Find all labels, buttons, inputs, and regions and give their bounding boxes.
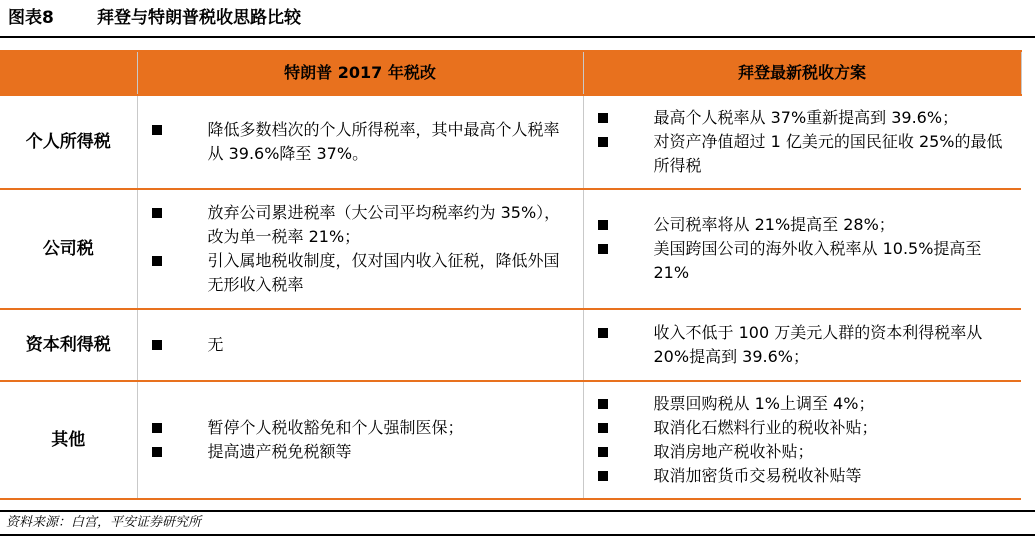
list-item: 引入属地税收制度，仅对国内收入征税，降低外国无形收入税率 <box>152 249 567 297</box>
list-item: 最高个人税率从 37%重新提高到 39.6%； <box>598 106 1006 130</box>
biden-cell <box>583 95 1021 189</box>
table-row <box>0 381 1021 499</box>
square-bullet-icon <box>598 447 608 457</box>
biden-cell <box>583 309 1021 381</box>
trump-cell <box>137 95 583 189</box>
tax-comparison-table <box>0 50 1022 500</box>
header-corner <box>0 51 137 95</box>
header-biden: 拜登最新税收方案 <box>583 51 1021 95</box>
trump-cell <box>137 381 583 499</box>
square-bullet-icon <box>152 447 162 457</box>
list-item: 无 <box>152 333 567 357</box>
square-bullet-icon <box>598 328 608 338</box>
square-bullet-icon <box>598 399 608 409</box>
table-row <box>0 95 1021 189</box>
square-bullet-icon <box>598 220 608 230</box>
list-item: 对资产净值超过 1 亿美元的国民征收 25%的最低所得税 <box>598 130 1006 178</box>
table-row <box>0 309 1021 381</box>
row-label: 资本利得税 <box>0 309 137 381</box>
row-label: 个人所得税 <box>0 95 137 189</box>
row-label: 公司税 <box>0 189 137 309</box>
biden-cell <box>583 189 1021 309</box>
list-item: 降低多数档次的个人所得税率，其中最高个人税率从 39.6%降至 37%。 <box>152 118 567 166</box>
list-item: 取消化石燃料行业的税收补贴； <box>598 416 1006 440</box>
square-bullet-icon <box>598 244 608 254</box>
square-bullet-icon <box>152 256 162 266</box>
list-item: 提高遗产税免税额等 <box>152 440 567 464</box>
square-bullet-icon <box>152 423 162 433</box>
square-bullet-icon <box>598 471 608 481</box>
list-item: 放弃公司累进税率（大公司平均税率约为 35%），改为单一税率 21%； <box>152 201 567 249</box>
table-row <box>0 189 1021 309</box>
figure-number: 图表8 <box>8 8 54 28</box>
figure-title-bar <box>0 0 1035 38</box>
table-header-row <box>0 51 1021 95</box>
figure-title: 拜登与特朗普税收思路比较 <box>97 8 301 28</box>
header-trump: 特朗普 2017 年税改 <box>137 51 583 95</box>
list-item: 股票回购税从 1%上调至 4%； <box>598 392 1006 416</box>
list-item: 取消加密货币交易税收补贴等 <box>598 464 1006 488</box>
square-bullet-icon <box>152 208 162 218</box>
source-note: 资料来源：白宫，平安证券研究所 <box>0 510 1035 536</box>
list-item: 取消房地产税收补贴； <box>598 440 1006 464</box>
trump-cell <box>137 309 583 381</box>
trump-cell <box>137 189 583 309</box>
list-item: 暂停个人税收豁免和个人强制医保； <box>152 416 567 440</box>
list-item: 收入不低于 100 万美元人群的资本利得税率从 20%提高到 39.6%； <box>598 321 1006 369</box>
square-bullet-icon <box>598 137 608 147</box>
square-bullet-icon <box>152 125 162 135</box>
biden-cell <box>583 381 1021 499</box>
square-bullet-icon <box>152 340 162 350</box>
list-item: 公司税率将从 21%提高至 28%； <box>598 213 1006 237</box>
row-label: 其他 <box>0 381 137 499</box>
square-bullet-icon <box>598 113 608 123</box>
list-item: 美国跨国公司的海外收入税率从 10.5%提高至 21% <box>598 237 1006 285</box>
square-bullet-icon <box>598 423 608 433</box>
